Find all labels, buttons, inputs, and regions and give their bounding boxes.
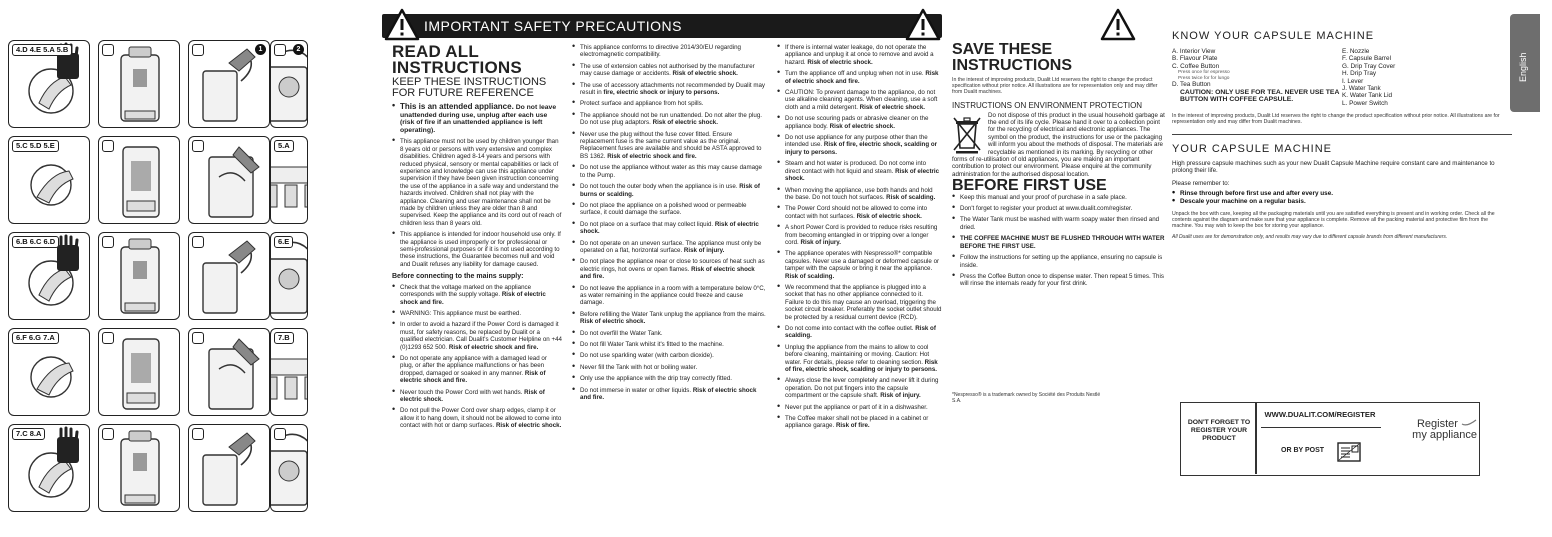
safety-item-text: Do not come into contact with the coffee outlet.: [785, 325, 914, 332]
first-use-text: Don't forget to register your product at www.dualit.com/register.: [960, 205, 1133, 213]
first-use-text: Keep this manual and your proof of purchase in a safe place.: [960, 193, 1127, 201]
part-item: C. Coffee Button: [1172, 62, 1220, 70]
safety-item: [572, 63, 767, 78]
remember-item: • Descale your machine on a regular basis.: [1172, 198, 1502, 206]
step-label: 5.A: [274, 140, 294, 152]
risk-warning: Risk of electric shock.: [856, 212, 922, 220]
safety-item: [572, 341, 767, 348]
safety-item: [777, 404, 942, 411]
illustration-row: [8, 328, 308, 416]
step-label: 6.B 6.C 6.D: [12, 236, 59, 248]
step-label: 6.F 6.G 7.A: [12, 332, 59, 344]
know-your-machine-section: [1172, 30, 1502, 240]
illustration-row: [8, 232, 308, 320]
attended-title: This is an attended appliance.: [400, 102, 514, 111]
save-instructions-heading: SAVE THESE INSTRUCTIONS: [952, 41, 1072, 74]
before-connecting-heading: Before connecting to the mains supply:: [392, 273, 524, 281]
warning-triangle-icon: [384, 8, 420, 42]
register-logo-line-1: Register: [1416, 418, 1458, 430]
unpacking-text: Unpack the box with care, keeping all the packaging materials until you are satisfied everything is present and in working order. Check all the contents against the diagram and make sure that your appliance is complete. Remove all the packing material and protective film from the machine. You may wish to keep the box for storing your appliance.: [1172, 210, 1495, 230]
safety-item: [572, 240, 767, 255]
safety-item: [777, 284, 942, 321]
safety-item: [777, 415, 942, 430]
risk-warning: Risk of injury.: [880, 392, 921, 400]
remember-item: • Rinse through before first use and after every use.: [1172, 190, 1502, 198]
illustration-panel: [8, 136, 90, 224]
your-machine-title: YOUR CAPSULE MACHINE: [1172, 142, 1332, 155]
read-all-heading: READ ALL INSTRUCTIONS: [392, 42, 522, 77]
safety-item-text: Do not place the appliance near or close to sources of heat such as electric rings, hot ovens or open flames.: [580, 258, 765, 273]
illustration-panel: [98, 328, 180, 416]
illustration-panel: [8, 40, 90, 128]
safety-item-text: Do not place the appliance on a polished wood or permeable surface, it could damage the surface.: [580, 201, 747, 217]
safety-item: [392, 355, 562, 385]
step-label: [274, 428, 286, 440]
safety-item-text: If there is internal water leakage, do not operate the appliance and unplug it at once to remove and avoid a hazard.: [785, 44, 934, 66]
demonstration-note: All Dualit uses are for demonstration only, and results may vary due to different capsule brands from different manufacturers.: [1172, 234, 1448, 241]
part-item: A. Interior View: [1172, 48, 1216, 55]
step-label: 5.C 5.D 5.E: [12, 140, 59, 152]
step-label: [192, 44, 204, 56]
illustration-panel: [8, 328, 90, 416]
part-item: I. Lever: [1342, 77, 1364, 85]
safety-item: [572, 82, 767, 97]
part-note: Press once for espresso: [1178, 70, 1230, 76]
post-card-icon: [1337, 442, 1361, 462]
illustration-panel: [270, 136, 308, 224]
illustration-panel: [8, 424, 90, 512]
safety-item: [572, 221, 767, 236]
safety-column-3: [777, 44, 942, 434]
register-by-post-label: OR BY POST: [1281, 447, 1325, 454]
safety-item-text: Do not pull the Power Cord over sharp edges, clamp it or allow it to hang down, it should not be allowed to come into contact with hot or damp surfaces.: [400, 407, 562, 430]
parts-list-left: [1172, 48, 1342, 107]
illustration-panel: [8, 232, 90, 320]
illustration-grid: [8, 40, 308, 530]
step-label: [102, 236, 114, 248]
safety-item: [572, 285, 767, 307]
safety-item-text: Steam and hot water is produced. Do not come into direct contact with hot liquid and steam.: [785, 160, 927, 175]
risk-warning: Risk of electric shock and fire.: [785, 70, 939, 85]
keep-instructions-heading: KEEP THESE INSTRUCTIONS FOR FUTURE REFERENCE: [392, 76, 547, 99]
safety-item: [777, 115, 942, 130]
step-label: 7.C 8.A: [12, 428, 45, 440]
safety-item-text: Turn the appliance off and unplug when not in use.: [785, 70, 924, 78]
risk-warning: Risk of electric shock.: [672, 70, 738, 78]
parts-list-right: [1342, 48, 1482, 107]
safety-item: [777, 89, 942, 111]
safety-item-text: The Coffee maker shall not be placed in a cabinet or appliance garage.: [785, 415, 929, 430]
safety-item: [777, 250, 942, 280]
step-label: [102, 332, 114, 344]
safety-item: [572, 131, 767, 161]
safety-item-text: The use of accessory attachments not recommended by Dualit may result in: [580, 81, 766, 97]
first-use-item: [952, 254, 1167, 269]
risk-warning: Risk of electric shock.: [400, 388, 545, 403]
part-item: B. Flavour Plate: [1172, 55, 1218, 63]
safety-item-text: When moving the appliance, use both hands and hold the base. Do not touch hot surfaces.: [785, 186, 933, 201]
know-title: KNOW YOUR CAPSULE MACHINE: [1172, 30, 1375, 42]
part-item: L. Power Switch: [1342, 99, 1388, 107]
attended-appliance-warning: [392, 103, 562, 134]
parts-list: [1172, 48, 1502, 107]
risk-warning: Risk of scalding.: [785, 272, 835, 280]
safety-item-text: Check that the voltage marked on the appliance corresponds with the supply voltage.: [400, 283, 532, 299]
part-item: J. Water Tank: [1342, 85, 1381, 93]
safety-item: [572, 112, 767, 127]
safety-item: [572, 100, 767, 107]
safety-item-text: Do not fill Water Tank whilst it's fitted to the machine.: [580, 341, 724, 348]
step-label: [274, 44, 286, 56]
part-item: F. Capsule Barrel: [1342, 55, 1392, 63]
warning-triangle-icon: [1100, 8, 1136, 42]
register-divider: [1255, 403, 1257, 474]
safety-item-text: Do not operate any appliance with a damaged lead or plug, or after the appliance malfunctions or has been dropped, damaged or soaked in any manner.: [400, 354, 547, 377]
part-item: G. Drip Tray Cover: [1342, 62, 1396, 70]
risk-warning: Risk of electric shock and fire.: [400, 369, 546, 385]
safety-item-text: We recommend that the appliance is plugged into a socket that has no other appliance connected to it. Failure to do this may cause an overload, triggering the socket circuit breaker. Preferably the socket outlet should be protected by a residual current device (RCD).: [785, 283, 942, 321]
safety-column-1: [392, 44, 562, 434]
risk-warning: Risk of electric shock.: [807, 58, 873, 66]
risk-warning: Risk of electric shock and fire.: [580, 265, 755, 281]
first-use-text: Press the Coffee Button once to dispense water. Then repeat 5 times. This will rinse the internals ready for your first drink.: [960, 272, 1164, 288]
illustration-panel: [270, 232, 308, 320]
register-appliance-logo: [1393, 419, 1477, 441]
first-use-text: Follow the instructions for setting up the appliance, ensuring no capsule is inside.: [960, 254, 1163, 269]
step-label: [192, 236, 204, 248]
safety-item: [572, 387, 767, 402]
safety-item: [572, 164, 767, 179]
illustration-panel: [98, 232, 180, 320]
safety-column-2: [572, 44, 767, 405]
safety-item-text: Only use the appliance with the drip tray correctly fitted.: [580, 375, 733, 383]
part-note: Press twice for for lungo: [1178, 75, 1230, 81]
save-instructions-column: [952, 42, 1167, 292]
risk-warning: Risk of electric shock.: [829, 122, 895, 130]
trademark-note: *Nespresso® is a trademark owned by Société des Produits Nestlé S.A.: [952, 392, 1101, 404]
environment-heading: INSTRUCTIONS ON ENVIRONMENT PROTECTION: [952, 100, 1143, 110]
safety-item: [392, 321, 562, 351]
warning-triangle-icon: [905, 8, 941, 42]
step-label: [102, 140, 114, 152]
save-instructions-text: In the interest of improving products, Dualit Ltd reserves the right to change the product specification without prior notice. All illustrations are for representation only and may differ from Dualit machines.: [952, 77, 1158, 96]
part-item: K. Water Tank Lid: [1342, 92, 1393, 100]
safety-item: [572, 311, 767, 326]
illustration-panel: [188, 136, 270, 224]
illustration-row: [8, 40, 308, 128]
safety-item: • This appliance must not be used by children younger than 8 years old or persons with very extensive and complex disabilities. Children aged 8-14 years and persons with reduced physical, sensory or mental capabilities or lack of experience and knowledge can use this appliance under supervision if they have been given instruction concerning the use of the appliance in a safe way and understand the hazards involved. Children shall not play with the appliance. Cleaning and user maintenance shall not be made by children unless they are older than 8 and supervised. Keep the appliance and its cord out of reach of children less than 8 years old.: [392, 138, 562, 227]
risk-warning: fire, electric shock or injury to persons.: [603, 89, 720, 97]
first-use-item: [952, 194, 1167, 201]
safety-banner-title: IMPORTANT SAFETY PRECAUTIONS: [424, 18, 683, 34]
section-divider: [1172, 134, 1512, 135]
safety-item-text: Do not operate on an uneven surface. The appliance must only be operated on a flat, horizontal surface.: [580, 239, 762, 254]
step-label: [102, 44, 114, 56]
safety-item: [572, 375, 767, 382]
risk-warning: Risk of electric shock.: [785, 167, 940, 183]
weee-bin-icon: [952, 114, 982, 154]
safety-item: [572, 183, 767, 198]
risk-warning: Risk of electric shock.: [580, 318, 646, 326]
safety-item: [392, 284, 562, 306]
risk-warning: Risk of fire, electric shock, scalding or injury to persons.: [785, 141, 938, 156]
safety-item: [572, 44, 767, 59]
safety-item: [572, 330, 767, 337]
risk-warning: Risk of electric shock.: [859, 103, 925, 111]
step-label: [192, 140, 204, 152]
risk-warning: Risk of electric shock.: [580, 220, 759, 236]
safety-item-text: Protect surface and appliance from hot spills.: [580, 100, 704, 108]
first-use-text: The Water Tank must be washed with warm soapy water then rinsed and dried.: [960, 216, 1160, 231]
step-label: [102, 428, 114, 440]
safety-item-text: Do not leave the appliance in a room with a temperature below 0°C, as water remaining in the appliance could freeze and cause damage.: [580, 284, 766, 307]
risk-warning: Risk of scalding.: [886, 193, 936, 201]
safety-item: [572, 202, 767, 217]
safety-item-text: The use of extension cables not authorised by the manufacturer may cause damage or accidents.: [580, 62, 755, 78]
illustration-panel: [188, 232, 270, 320]
first-use-emphasis: THE COFFEE MACHINE MUST BE FLUSHED THROUGH WITH WATER BEFORE THE FIRST USE.: [960, 235, 1165, 250]
risk-warning: Risk of electric shock.: [495, 422, 562, 430]
safety-item-text: Do not use scouring pads or abrasive cleaner on the appliance body.: [785, 115, 929, 130]
safety-item-text: The appliance operates with Nespresso®* compatible capsules. Never use a damaged or deformed capsule or tamper with the capsule or bring it near the appliance.: [785, 250, 940, 273]
first-use-item: [952, 235, 1167, 250]
illustration-row: [8, 136, 308, 224]
step-label: 4.D 4.E 5.A 5.B: [12, 44, 72, 56]
illustration-panel: [98, 40, 180, 128]
safety-item-text: Do not overfill the Water Tank.: [580, 329, 663, 337]
register-logo-line-2: my appliance: [1412, 429, 1477, 441]
register-reminder: DON'T FORGET TO REGISTER YOUR PRODUCT: [1187, 419, 1251, 443]
safety-item-text: Never fill the Tank with hot or boiling water.: [580, 363, 698, 371]
safety-item-text: Never touch the Power Cord with wet hands.: [400, 388, 523, 396]
risk-warning: Risk of electric shock and fire.: [400, 291, 546, 306]
first-use-item: [952, 216, 1167, 231]
safety-banner: [382, 14, 942, 38]
safety-item: [777, 70, 942, 85]
risk-warning: Risk of scalding.: [785, 325, 936, 340]
safety-item: [777, 325, 942, 340]
safety-item: [777, 344, 942, 374]
language-tab-label: English: [1518, 52, 1528, 82]
illustration-panel: [188, 424, 270, 512]
illustration-panel: [270, 40, 308, 128]
safety-item-text: In order to avoid a hazard if the Power Cord is damaged it must, for safety reasons, be replaced by Dualit or a qualified electrician. Call Dualit's Customer Helpline on +44 (0)1293 652 500.: [400, 321, 562, 351]
step-marker: 2: [293, 44, 304, 55]
remember-label: Please remember to:: [1172, 180, 1230, 188]
safety-item: [392, 407, 562, 429]
part-item: D. Tea Button: [1172, 81, 1211, 89]
first-use-item: [952, 273, 1167, 288]
safety-item-text: Unplug the appliance from the mains to allow to cool before cleaning, maintaining or moving. Caution: Hot water. For details, please refer to cleaning section.: [785, 343, 930, 366]
register-url-link[interactable]: WWW.DUALIT.COM/REGISTER: [1264, 410, 1376, 419]
risk-warning: Risk of burns or scalding.: [580, 183, 760, 198]
safety-item-text: Never put the appliance or part of it in a dishwasher.: [785, 403, 928, 411]
step-label: [192, 332, 204, 344]
safety-item: [392, 310, 562, 317]
risk-warning: Risk of injury.: [683, 246, 725, 254]
part-item: E. Nozzle: [1342, 48, 1370, 55]
risk-warning: Risk of fire, electric shock, scalding or injury to persons.: [785, 358, 938, 374]
step-label: [192, 428, 204, 440]
illustration-panel: [188, 328, 270, 416]
safety-item: [777, 377, 942, 399]
safety-item: [777, 224, 942, 246]
safety-item-text: WARNING: This appliance must be earthed.: [400, 309, 522, 317]
safety-item-text: The appliance should not be run unattended. Do not alter the plug. Do not use plug adaptors.: [580, 111, 762, 127]
safety-item: [777, 205, 942, 220]
safety-item-text: Do not use sparkling water (with carbon dioxide).: [580, 352, 714, 360]
safety-item: [777, 44, 942, 66]
safety-item-text: The Power Cord should not be allowed to come into contact with hot surfaces.: [785, 205, 928, 220]
safety-item-text: Do not place on a surface that may collect liquid.: [580, 220, 714, 228]
illustration-panel: [270, 328, 308, 416]
safety-item-text: Never use the plug without the fuse cover fitted. Ensure replacement fuse is the same current value as the original. Replacement fuses are available and should be ASTA approved to BS 1362.: [580, 130, 762, 160]
safety-item: [777, 187, 942, 202]
risk-warning: Risk of electric shock and fire.: [580, 386, 757, 402]
safety-item: [572, 352, 767, 359]
safety-item: [392, 389, 562, 404]
part-item: H. Drip Tray: [1342, 70, 1377, 78]
safety-item-text: Do not use appliance for any purpose other than the intended use.: [785, 134, 928, 149]
safety-item-text: Do not immerse in water or other liquids.: [580, 386, 692, 394]
illustration-row: [8, 424, 308, 512]
step-label: 7.B: [274, 332, 294, 344]
attended-rest: Do not leave unattended during use, unplug after each use (risk of fire if an unattended appliance is left operating).: [400, 104, 557, 134]
environment-text: Do not dispose of this product in the usual household garbage at the end of its life cycle. Please hand it over to a collection point for the recycling of electrical and electronic appliances. The symbol on the product, the instructions for use or the packaging will inform you about the methods of disposal. The materials are recyclable as mentioned in its marking. By recycling or other forms of re-utilisation of old appliances, you are making an important contribution to protect our environment. Please enquire at the community administration for the authorised disposal location.: [952, 111, 1165, 178]
safety-item: [572, 258, 767, 280]
risk-warning: Risk of electric shock.: [652, 119, 718, 127]
specification-disclaimer: In the interest of improving products, Dualit Ltd reserves the right to change the product specification without prior notice. All illustrations are for representation only and may differ from Dualit machines.: [1172, 113, 1500, 126]
risk-warning: Risk of fire.: [835, 422, 870, 430]
illustration-panel: [98, 136, 180, 224]
safety-item-text: This appliance conforms to directive 2014/30/EU regarding electromagnetic compatibility.: [580, 44, 741, 59]
tea-caution: CAUTION: ONLY USE FOR TEA. NEVER USE TEA BUTTON WITH COFFEE CAPSULE.: [1180, 88, 1340, 104]
your-machine-intro: High pressure capsule machines such as your new Dualit Capsule Machine require constant care and maintenance to prolong their life.: [1172, 159, 1495, 175]
safety-item-text: Do not use the appliance without water as this may cause damage to the Pump.: [580, 164, 762, 179]
step-marker: 1: [255, 44, 266, 55]
safety-item: [777, 160, 942, 182]
illustration-panel: [270, 424, 308, 512]
illustration-panel: [98, 424, 180, 512]
safety-item-text: Before refilling the Water Tank unplug the appliance from the mains.: [580, 310, 766, 318]
safety-item-text: Do not touch the outer body when the appliance is in use.: [580, 183, 738, 191]
safety-item-text: A short Power Cord is provided to reduce risks resulting from becoming entangled in or tripping over a longer cord.: [785, 224, 938, 246]
register-product-box: [1180, 402, 1480, 476]
check-swoosh-icon: [1461, 419, 1477, 427]
risk-warning: Risk of injury.: [800, 238, 841, 246]
first-use-item: [952, 205, 1167, 212]
safety-item: [572, 364, 767, 371]
step-label: 6.E: [274, 236, 293, 248]
safety-item-text: CAUTION: To prevent damage to the appliance, do not use alkaline cleaning agents. When cleaning, use a soft cloth and a mild detergent.: [785, 89, 938, 111]
safety-precautions-section: [382, 14, 942, 532]
language-tab[interactable]: [1510, 14, 1540, 112]
illustration-panel: [188, 40, 270, 128]
risk-warning: Risk of electric shock and fire.: [448, 343, 539, 351]
safety-item: • This appliance is intended for indoor household use only. If the appliance is used improperly or for professional or semi-professional purposes or if it is not used according to these instructions, the Guarantee becomes null and void and Dualit refuses any liability for damage caused.: [392, 231, 562, 268]
risk-warning: Risk of electric shock and fire.: [607, 152, 697, 160]
register-divider: [1261, 427, 1381, 428]
machine-info-section: [952, 14, 1552, 532]
safety-item: [777, 134, 942, 156]
before-first-use-heading: BEFORE FIRST USE: [952, 177, 1107, 195]
safety-item-text: Always close the lever completely and never lift it during operation. Do not put fingers into the capsule compartment or the capsule shaft.: [785, 377, 939, 400]
